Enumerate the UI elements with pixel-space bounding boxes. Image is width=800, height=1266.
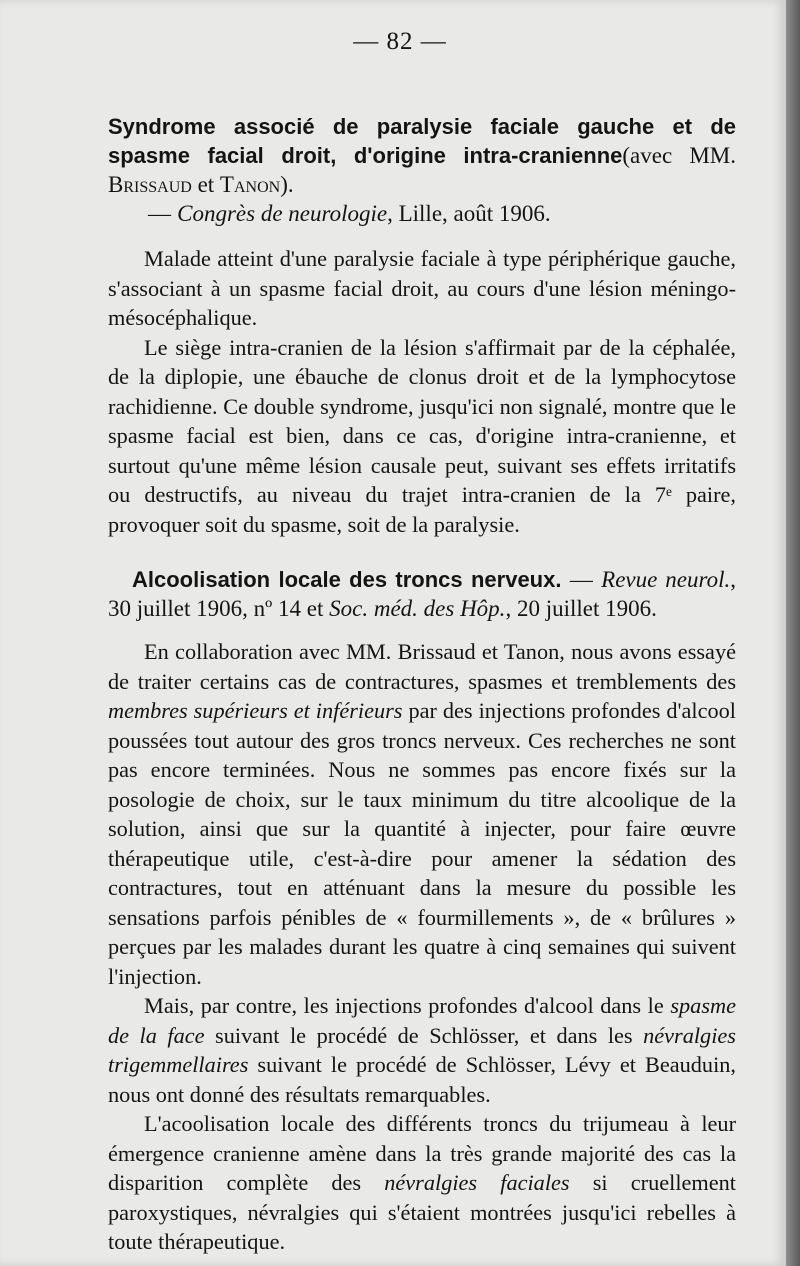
paragraph [108,1109,736,1257]
coauthor-brissaud: Brissaud [108,172,192,197]
entry-title-2: Alcoolisation locale des troncs nerveux. [132,567,562,592]
paragraph-text: par des injections profondes d'alcool poussées tout autour des gros troncs nerveux. Ces recherches ne sont pas encore terminées. Nous ne sommes pas encore fixés sur la posologie de choix, sur le taux minimum du titre alcoolique de la solution, ainsi que sur la quantité à injecter, pour faire œuvre thérapeutique utile, c'est-à-dire pour amener la sédation des contractures, tout en atténuant dans la mesure du possible les sensations parfois pénibles de « fourmillements », de « brûlures » perçues par les malades durant les quatre à cinq semaines qui suivent l'injection. [108,698,736,989]
coauthors-mid: et [191,172,220,197]
paragraph-text: Mais, par contre, les injections profondes d'alcool dans le [144,993,671,1018]
reference-journal-2b: Soc. méd. des Hôp. [329,596,506,621]
reference-details-2b: , 20 juillet 1906. [505,596,657,621]
paragraph [108,637,736,991]
paragraph-text: En collaboration avec MM. Brissaud et Tanon, nous avons essayé de traiter certains cas de contractures, spasmes et tremblements des [108,639,736,694]
coauthors-close: ). [280,172,294,197]
reference-journal-1: Congrès de neurologie [177,201,388,226]
emphasis-text: membres supérieurs et inférieurs [108,698,403,723]
paragraph-text: suivant le procédé de Schlösser, Lévy et Beauduin, nous ont donné des résultats remarquables. [108,1052,736,1107]
page-number: — 82 — [353,28,447,55]
page-edge-shadow [786,0,800,1266]
emphasis-text: névralgies faciales [384,1170,570,1195]
reference-details-1: , Lille, août 1906. [387,201,551,226]
reference-journal-2a: Revue neurol. [601,567,731,592]
emphasis-text: spasme de la face [108,993,736,1048]
page-content [108,112,736,1257]
entry-heading-2 [108,565,736,623]
coauthor-tanon: Tanon [219,172,281,197]
reference-details-2a: , 30 juillet 1906, nº 14 et [108,567,736,621]
paragraph: Malade atteint d'une paralysie faciale à type périphérique gauche, s'associant à un spasme facial droit, au cours d'une lésion méningo-mésocéphalique. [108,246,736,330]
paragraph-text: si cruellement paroxystiques, névralgies qui s'étaient montrées jusqu'ici rebelles à toute thérapeutique. [108,1170,736,1254]
spacer [108,228,736,244]
emphasis-text: névralgies trigemmellaires [108,1022,736,1077]
paragraph [108,991,736,1109]
paragraph: Le siège intra-cranien de la lésion s'affirmait par de la céphalée, de la diplopie, une ébauche de clonus droit et de la lymphocytose rachidienne. Ce double syndrome, jusqu'ici non signalé, montre que le spasme facial est bien, dans ce cas, d'origine intra-cranienne, et surtout qu'une même lésion causale peut, suivant ses effets irritatifs ou destructifs, au niveau du trajet intra-cranien de la 7ᵉ paire, provoquer soit du spasme, soit de la paralysie. [108,334,736,537]
reference-dash-2: — [569,567,593,592]
reference-dash-1: — [148,201,171,226]
entry-heading-1 [108,112,736,228]
spacer [108,623,736,637]
paragraph-text: suivant le procédé de Schlösser, et dans les [204,1022,644,1048]
entry-title-1: Syndrome associé de paralysie faciale gauche et de spasme facial droit, d'origine intra-cranienne [108,114,736,168]
paragraph-text: L'acoolisation locale des différents troncs du trijumeau à leur émergence cranienne amène dans la très grande majorité des cas la disparition complète des [108,1111,736,1195]
coauthors-open: (avec MM. [622,143,737,168]
